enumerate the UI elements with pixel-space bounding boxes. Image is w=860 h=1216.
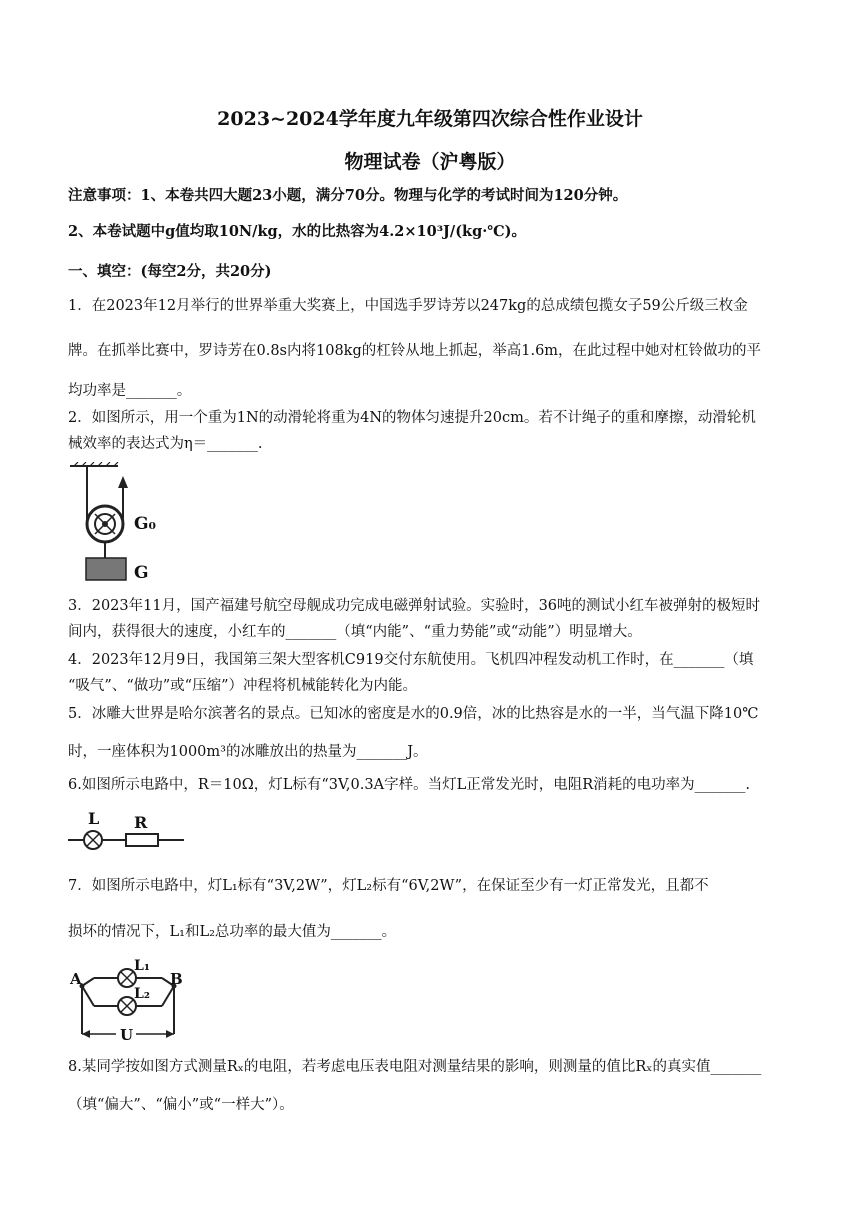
question-8-line-2: （填“偏大”、“偏小”或“一样大”）。 bbox=[68, 1097, 294, 1113]
notes-line-1: 注意事项：1、本卷共四大题23小题，满分70分。物理与化学的考试时间为120分钟。 bbox=[68, 187, 628, 204]
pulley-figure bbox=[66, 462, 176, 584]
circuit-figure-q7 bbox=[68, 956, 188, 1044]
question-8-line-1: 8.某同学按如图方式测量Rₓ的电阻，若考虑电压表电阻对测量结果的影响，则测量的值比Rₓ的真实值_______ bbox=[68, 1059, 762, 1075]
question-2-line-2: 械效率的表达式为η＝_______. bbox=[68, 436, 263, 452]
question-7-line-1: 7．如图所示电路中，灯L₁标有“3V,2W”，灯L₂标有“6V,2W”，在保证至少有一灯正常发光，且都不 bbox=[68, 878, 709, 894]
notes-line-2: 2、本卷试题中g值均取10N/kg，水的比热容为4.2×10³J/(kg·℃)。 bbox=[68, 223, 527, 240]
question-4-line-2: “吸气”、“做功”或“压缩”）冲程将机械能转化为内能。 bbox=[68, 678, 417, 694]
question-6-line-1: 6.如图所示电路中，R＝10Ω，灯L标有“3V,0.3A字样。当灯L正常发光时，电阻R消耗的电功率为_______. bbox=[68, 777, 750, 793]
circuit7-label-u: U bbox=[120, 1026, 134, 1044]
exam-title: 2023~2024学年度九年级第四次综合性作业设计 bbox=[217, 108, 643, 130]
circuit7-label-l2: L₂ bbox=[134, 986, 150, 1002]
circuit-figure-q6 bbox=[66, 804, 186, 854]
circuit6-label-r: R bbox=[134, 813, 148, 832]
question-1-line-2: 牌。在抓举比赛中，罗诗芳在0.8s内将108kg的杠铃从地上抓起，举高1.6m，在此过程中她对杠铃做功的平 bbox=[68, 343, 762, 359]
question-4-line-1: 4．2023年12月9日，我国第三架大型客机C919交付东航使用。飞机四冲程发动机工作时，在_______（填 bbox=[68, 652, 754, 668]
circuit6-label-l: L bbox=[88, 809, 100, 828]
question-1-line-1: 1．在2023年12月举行的世界举重大奖赛上，中国选手罗诗芳以247kg的总成绩包揽女子59公斤级三枚金 bbox=[68, 298, 748, 314]
question-7-line-2: 损坏的情况下，L₁和L₂总功率的最大值为_______。 bbox=[68, 924, 397, 940]
question-1-line-3: 均功率是_______。 bbox=[68, 383, 192, 399]
circuit7-label-a: A bbox=[70, 970, 82, 988]
question-3-line-1: 3．2023年11月，国产福建号航空母舰成功完成电磁弹射试验。实验时，36吨的测试小红车被弹射的极短时 bbox=[68, 598, 761, 614]
pulley-label-g: G bbox=[134, 563, 149, 583]
pulley-label-g0: G₀ bbox=[134, 514, 156, 534]
exam-subtitle: 物理试卷（沪粤版） bbox=[344, 151, 516, 173]
question-5-line-1: 5．冰雕大世界是哈尔滨著名的景点。已知冰的密度是水的0.9倍，冰的比热容是水的一半，当气温下降10℃ bbox=[68, 706, 759, 722]
circuit7-label-b: B bbox=[170, 970, 183, 988]
section-heading: 一、填空：(每空2分，共20分) bbox=[68, 263, 272, 280]
question-5-line-2: 时，一座体积为1000m³的冰雕放出的热量为_______J。 bbox=[68, 744, 428, 760]
question-3-line-2: 间内，获得很大的速度，小红车的_______（填“内能”、“重力势能”或“动能”）明显增大。 bbox=[68, 624, 642, 640]
question-2-line-1: 2．如图所示，用一个重为1N的动滑轮将重为4N的物体匀速提升20cm。若不计绳子的重和摩擦，动滑轮机 bbox=[68, 410, 756, 426]
circuit7-label-l1: L₁ bbox=[134, 958, 150, 974]
